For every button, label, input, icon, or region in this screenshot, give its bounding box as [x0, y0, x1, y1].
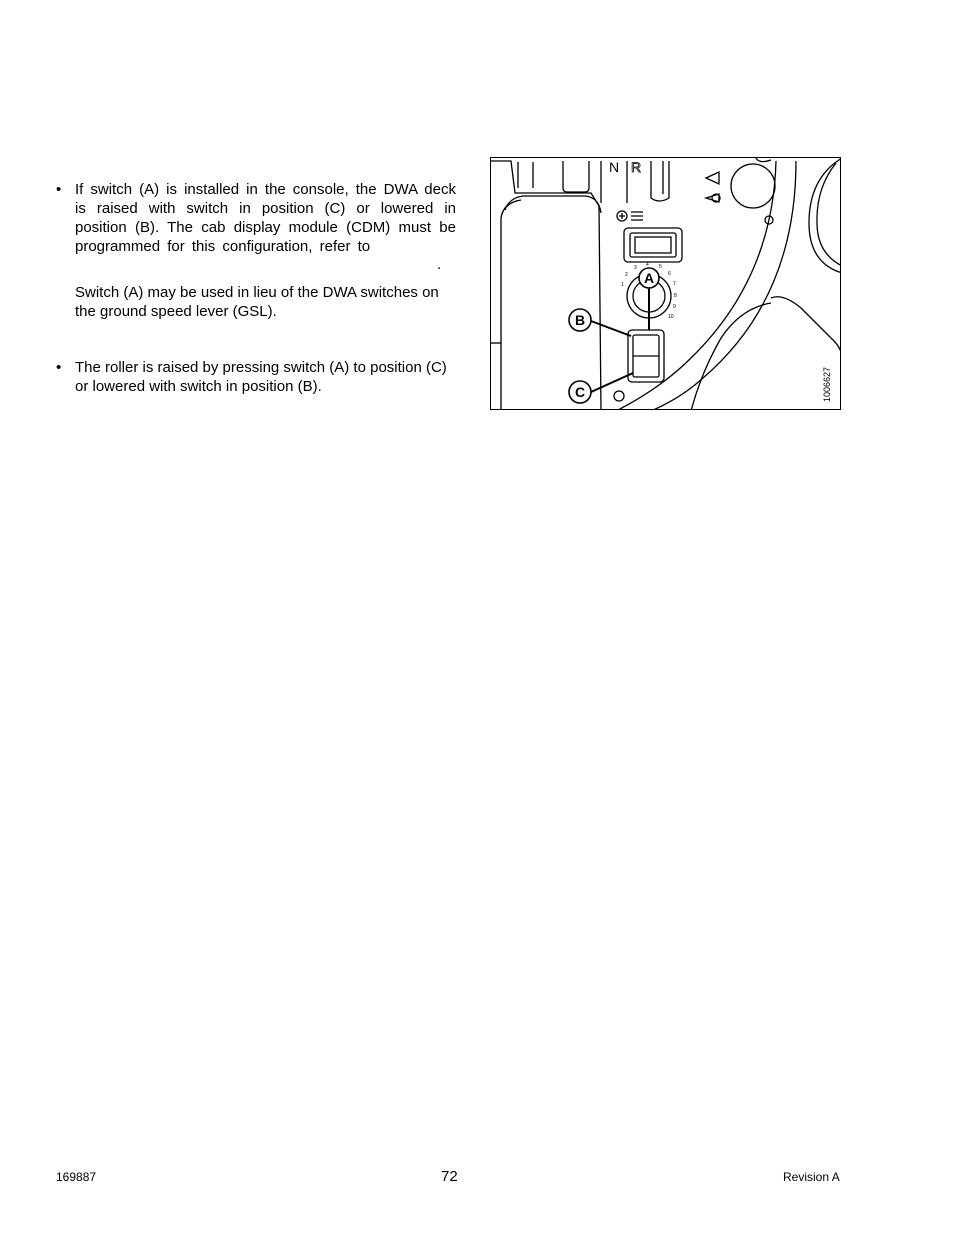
shift-neutral-label: N	[609, 159, 620, 175]
bullet-item-1	[56, 180, 456, 256]
bullet-1-period: .	[437, 256, 442, 273]
bullet-1-line-1: If switch (A) is installed in the console, the DWA deck	[75, 181, 456, 198]
callout-b	[569, 309, 591, 331]
callout-c	[569, 381, 591, 403]
document-number: 169887	[56, 1170, 97, 1184]
bullet-2-text: The roller is raised by pressing switch (A) to position (C) or lowered with switch in position (B).	[75, 359, 447, 395]
dial-number-8: 8	[674, 293, 677, 299]
dial-number-5: 5	[659, 264, 662, 270]
dial-number-9: 9	[673, 304, 676, 310]
bullet-1-line-2: is raised with switch in position (C) or lowered in	[75, 200, 456, 217]
callout-a-label: A	[643, 270, 655, 286]
dial-number-7: 7	[673, 281, 676, 287]
bullet-1-line-3: position (B). The cab display module (CDM) must be	[75, 219, 456, 236]
dial-number-3: 3	[634, 265, 637, 271]
revision-label: Revision A	[783, 1170, 840, 1184]
bullet-glyph: •	[56, 359, 62, 376]
dial-number-1: 1	[621, 282, 624, 288]
page-number: 72	[441, 1168, 458, 1185]
figure-id: 1006627	[822, 366, 832, 402]
dial-number-10: 10	[668, 314, 674, 320]
dial-number-4: 4	[646, 262, 649, 268]
callout-b-label: B	[574, 312, 586, 328]
bullet-glyph: •	[56, 181, 62, 198]
bullet-1-text	[75, 180, 456, 256]
dial-number-6: 6	[668, 271, 671, 277]
dial-number-2: 2	[625, 272, 628, 278]
bullet-1-paragraph-2: Switch (A) may be used in lieu of the DWA switches on the ground speed lever (GSL).	[75, 284, 439, 320]
console-switch-figure	[490, 157, 841, 410]
callout-c-label: C	[574, 384, 586, 400]
shift-reverse-label: R	[631, 159, 642, 175]
console-illustration	[491, 158, 841, 410]
bullet-1-line-4: programmed for this configuration, refer to	[75, 238, 371, 255]
callout-a	[639, 268, 659, 288]
bullet-item-2	[56, 358, 456, 396]
